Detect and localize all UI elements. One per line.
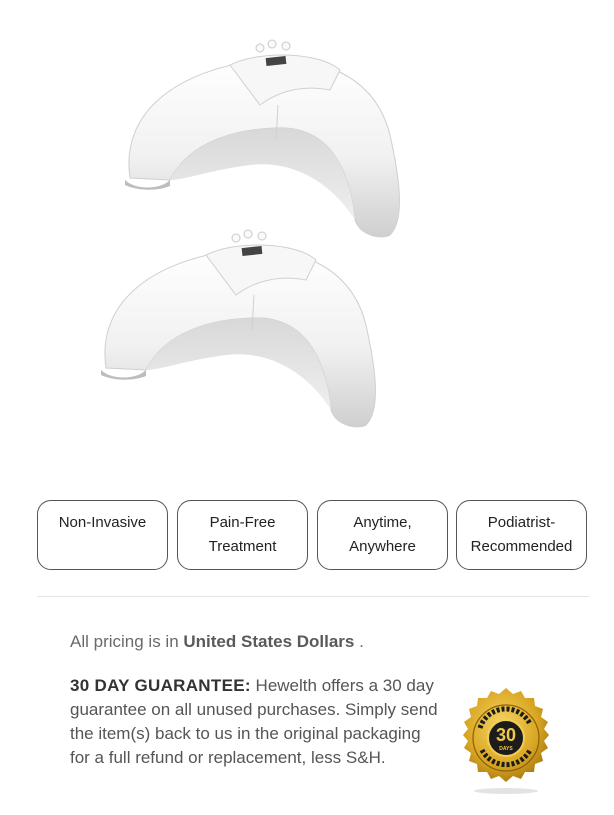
pricing-currency: United States Dollars — [183, 632, 355, 651]
feature-label: Podiatrist-Recommended — [470, 514, 573, 555]
pricing-suffix: . — [359, 632, 364, 651]
divider — [37, 596, 589, 597]
feature-anytime — [317, 500, 448, 570]
feature-pain-free — [177, 500, 308, 570]
money-back-badge — [455, 686, 558, 796]
feature-label: Non-Invasive — [58, 514, 147, 531]
guarantee-lead: 30 DAY GUARANTEE: — [70, 676, 251, 695]
guarantee-text — [70, 674, 440, 770]
feature-podiatrist — [456, 500, 587, 570]
badge-number: 30 — [495, 725, 517, 745]
pricing-prefix: All pricing is in — [70, 632, 179, 651]
feature-label: Anytime, Anywhere — [349, 514, 416, 555]
product-image — [90, 30, 420, 440]
device-top — [125, 40, 399, 237]
device-bottom — [101, 230, 375, 427]
feature-list — [37, 500, 589, 572]
feature-label: Pain-Free Treatment — [208, 514, 277, 555]
badge-unit: DAYS — [499, 746, 513, 752]
guarantee-body: Hewelth offers a 30 day guarantee on all unused purchases. Simply send the item(s) back to us in the original packaging for a full refund or replacement, less S&H. — [70, 676, 438, 767]
pricing-note — [70, 632, 364, 652]
feature-non-invasive — [37, 500, 168, 570]
